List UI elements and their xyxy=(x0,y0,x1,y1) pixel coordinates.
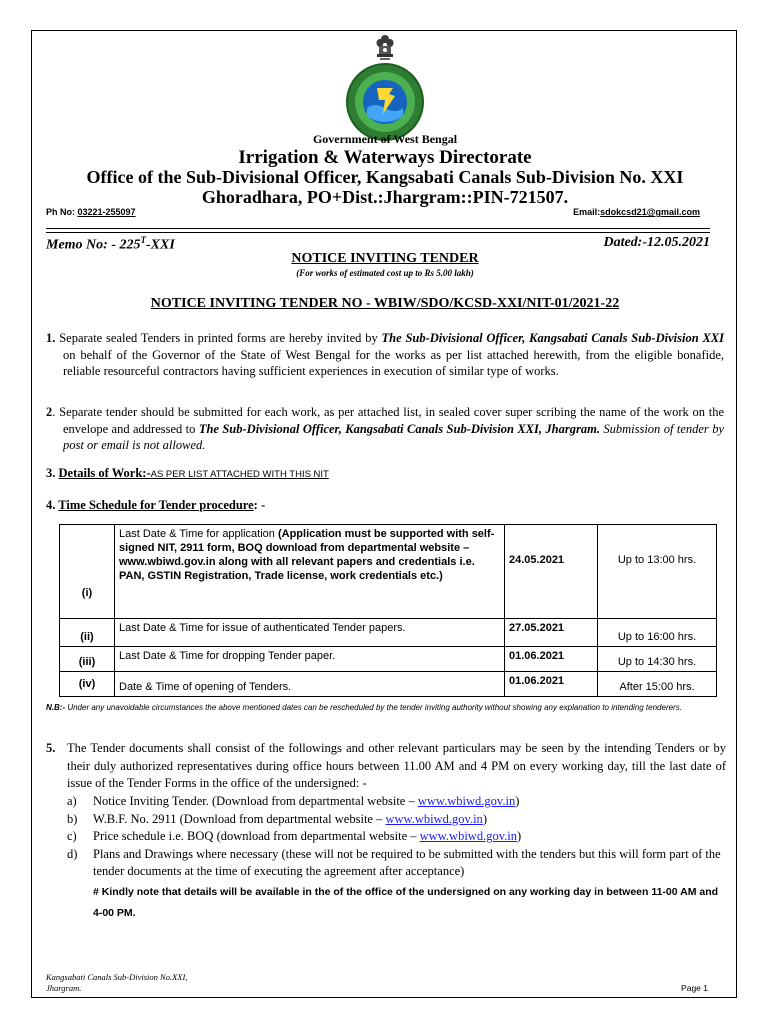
para1-text-1: Separate sealed Tenders in printed forms are hereby invited by xyxy=(59,331,382,345)
para1-text-2: on behalf of the Governor of the State of West Bengal for the works as per list attached herewith, from the eligible bonafide, reliable resourceful contractors having sufficient experiences in execution of similar type of works. xyxy=(63,347,724,378)
list-letter: a) xyxy=(67,794,77,808)
office-address: Ghoradhara, PO+Dist.:Jhargram::PIN-721507. xyxy=(201,187,569,207)
table-row xyxy=(60,647,717,672)
list-letter: b) xyxy=(67,811,78,826)
email-label: Email: xyxy=(573,207,601,217)
para5-text: The Tender documents shall consist of the followings and other relevant particulars may be seen by the intending Tenders or by their duly authorized representatives during office hours between 11.00 AM and 4 PM on every working day, till the last date of issue of the Tender Forms in the office of the undersigned: - xyxy=(67,741,726,790)
section3-note: AS PER LIST ATTACHED WITH THIS NIT xyxy=(150,469,329,480)
row-description-bold: (Application must be supported with self-signed NIT, 2911 form, BOQ download from departmental website – www.wbiwd.gov.in along with all relevant papers and credentials i.e. PAN, GSTIN Registration, Trade license, work credentials etc.) xyxy=(119,528,495,582)
list-letter: c) xyxy=(67,829,77,843)
para5-number: 5. xyxy=(46,741,56,755)
table-row xyxy=(60,525,717,619)
row-description: Last Date & Time for dropping Tender paper. xyxy=(115,647,505,672)
section4-suffix: : - xyxy=(253,498,266,512)
list-text: W.B.F. No. 2911 (Download from departmental website – xyxy=(93,811,386,826)
section4-number: 4. xyxy=(46,498,59,512)
section4-title: Time Schedule for Tender procedure xyxy=(58,498,254,512)
para1-bold: The Sub-Divisional Officer, Kangsabati Canals Sub-Division XXI xyxy=(381,331,725,345)
kindly-note: # Kindly note that details will be available in the of the office of the undersigned on any working day in between 11-00 AM and 4-00 PM. xyxy=(93,886,719,919)
list-item xyxy=(67,793,726,811)
directorate-heading: Irrigation & Waterways Directorate xyxy=(238,147,532,168)
phone-label: Ph No: xyxy=(46,207,78,217)
nb-label: N.B:- xyxy=(46,703,66,712)
memo-prefix: Memo No: - 225 xyxy=(46,237,141,253)
nb-text: Under any unavoidable circumstances the above mentioned dates can be rescheduled by the tender inviting authority without showing any explanation to intending tenderers. xyxy=(65,703,682,712)
state-emblem-icon xyxy=(374,34,396,62)
footer-line-2: Jhargram. xyxy=(46,983,82,993)
notice-title: NOTICE INVITING TENDER xyxy=(291,251,479,266)
list-text: Notice Inviting Tender. (Download from departmental website – xyxy=(93,794,418,808)
notice-subtitle: (For works of estimated cost up to Rs 5.00 lakh) xyxy=(296,268,474,278)
phone-line xyxy=(46,207,136,217)
list-text: Plans and Drawings where necessary (these will not be required to be submitted with the tenders but this will form part of the tender documents at the time of executing the agreement after acceptance) xyxy=(93,846,721,878)
website-link[interactable]: www.wbiwd.gov.in xyxy=(417,794,516,808)
phone-number: 03221-255097 xyxy=(77,207,136,217)
paragraph-1 xyxy=(46,330,724,380)
para2-bold: The Sub-Divisional Officer, Kangsabati Canals Sub-Division XXI, Jhargram. xyxy=(198,421,600,436)
row-number: (i) xyxy=(60,525,115,619)
para2-number: 2 xyxy=(46,405,53,419)
paragraph-2 xyxy=(46,404,724,454)
office-heading: Office of the Sub-Divisional Officer, Kangsabati Canals Sub-Division No. XXI xyxy=(86,167,684,187)
row-number: (iii) xyxy=(60,647,115,672)
row-time: Up to 14:30 hrs. xyxy=(598,647,717,672)
list-text: Price schedule i.e. BOQ (download from departmental website – xyxy=(93,829,420,843)
table-row xyxy=(60,619,717,647)
website-link[interactable]: www.wbiwd.gov.in xyxy=(419,829,517,843)
row-date: 24.05.2021 xyxy=(505,525,598,619)
para2-text-1: . Separate tender should be submitted for each work, as per attached list, in sealed cover super scribing the name of the work on the envelope and addressed to xyxy=(52,405,724,436)
section3-title: Details of Work xyxy=(58,466,143,480)
footer-line-1: Kangsabati Canals Sub-Division No.XXI, xyxy=(46,972,188,982)
list-letter: d) xyxy=(67,846,78,861)
department-seal-icon xyxy=(345,62,425,142)
website-link[interactable]: www.wbiwd.gov.in xyxy=(385,811,483,826)
table-row xyxy=(60,672,717,697)
row-description: Date & Time of opening of Tenders. xyxy=(115,672,505,697)
header-divider-2 xyxy=(46,232,710,233)
row-date: 01.06.2021 xyxy=(505,647,598,672)
memo-suffix: -XXI xyxy=(146,237,175,253)
list-end: ) xyxy=(517,829,522,843)
nb-note xyxy=(46,702,726,714)
row-number: (iv) xyxy=(60,672,115,697)
tender-schedule-table xyxy=(59,524,717,697)
list-item xyxy=(67,811,726,829)
list-end: ) xyxy=(515,794,520,808)
row-time: Up to 13:00 hrs. xyxy=(598,525,717,619)
document-list xyxy=(67,793,726,881)
row-time: After 15:00 hrs. xyxy=(598,672,717,697)
header-divider xyxy=(46,228,710,229)
row-date: 01.06.2021 xyxy=(505,672,598,697)
row-date: 27.05.2021 xyxy=(505,619,598,647)
list-end: ) xyxy=(482,811,487,826)
government-heading: Government of West Bengal xyxy=(312,132,458,146)
memo-date: Dated:-12.05.2021 xyxy=(603,235,710,250)
row-description xyxy=(115,525,505,619)
para1-number: 1. xyxy=(46,331,60,345)
footer-office xyxy=(46,972,187,994)
section3-number: 3. xyxy=(46,466,59,480)
paragraph-5 xyxy=(46,740,726,793)
para2-italic: Submission of tender by post or email is not allowed. xyxy=(63,421,724,452)
email-address[interactable]: sdokcsd21@gmail.com xyxy=(600,207,700,217)
list-item xyxy=(67,828,726,846)
section-3-heading xyxy=(46,466,329,481)
memo-superscript: T xyxy=(140,235,146,245)
row-description: Last Date & Time for issue of authenticated Tender papers. xyxy=(115,619,505,647)
section-4-heading xyxy=(46,498,265,513)
list-item xyxy=(67,846,726,881)
section3-sep: :- xyxy=(142,466,151,480)
page-number: Page 1 xyxy=(681,983,708,993)
nit-number: NOTICE INVITING TENDER NO - WBIW/SDO/KCSD-XXI/NIT-01/2021-22 xyxy=(150,296,620,311)
email-line xyxy=(573,207,700,217)
row-description-plain: Last Date & Time for application xyxy=(119,528,278,540)
row-time: Up to 16:00 hrs. xyxy=(598,619,717,647)
row-number: (ii) xyxy=(60,619,115,647)
